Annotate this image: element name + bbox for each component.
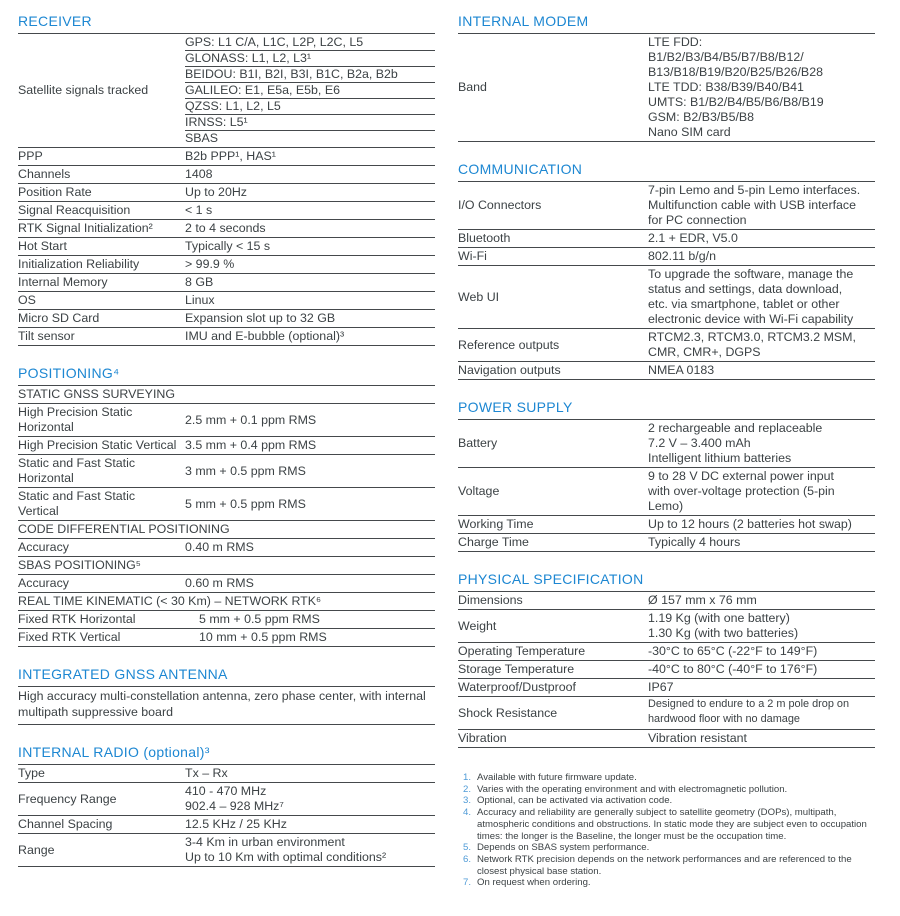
spec-label [18,148,185,165]
spec-value-line: -40°C to 80°C (-40°F to 176°F) [648,662,818,676]
spec-value [185,238,435,255]
spec-value [185,220,435,237]
spec-row [18,310,435,328]
spec-label-text: Navigation outputs [458,363,561,377]
spec-value-line: electronic device with Wi-Fi capability [648,312,854,326]
spec-label-text: Internal Memory [18,275,108,289]
spec-label-text: Charge Time [458,535,529,549]
spec-label [18,292,185,309]
spec-value-line: hardwood floor with no damage [648,713,800,725]
spec-value [185,166,435,183]
spec-value [648,679,875,696]
spec-value-line: 10 mm + 0.5 ppm RMS [199,630,327,644]
spec-label-text: Voltage [458,484,500,498]
spec-table [458,420,875,552]
spec-label-text: Reference outputs [458,337,560,352]
spec-row [458,679,875,697]
spec-subheader: REAL TIME KINEMATIC (< 30 Km) – NETWORK RTK⁶ [18,593,435,611]
spec-label [458,266,648,328]
spec-value-line: Ø 157 mm x 76 mm [648,593,757,607]
spec-row [18,611,435,629]
spec-row [18,539,435,557]
spec-value [185,148,435,165]
spec-value-line: 3-4 Km in urban environment [185,835,345,849]
spec-value-line: IRNSS: L5¹ [185,115,435,131]
spec-value-line: etc. via smartphone, tablet or other [648,297,840,311]
spec-label-text: RTK Signal Initialization² [18,221,153,235]
spec-value [648,420,875,467]
spec-value-line: 12.5 KHz / 25 KHz [185,817,287,831]
spec-label [458,248,648,265]
spec-label-text: Waterproof/Dustproof [458,680,576,694]
spec-label [18,629,185,646]
spec-value-line: 2 to 4 seconds [185,221,266,235]
spec-label-text: Wi-Fi [458,249,487,263]
spec-row [18,765,435,783]
spec-value-line: NMEA 0183 [648,363,715,377]
spec-label [458,610,648,642]
spec-value [185,34,435,147]
spec-row [18,220,435,238]
spec-label [458,230,648,247]
footnote-text: Accuracy and reliability are generally subject to satellite geometry (DOPs), multipath, atmospheric conditions and obstructions. In static mode they are subject even to occupation times: the longer is the Baseline, the longer must be the occupation time. [477,807,867,842]
spec-row [458,516,875,534]
footnote-text: Optional, can be activated via activation code. [477,795,673,807]
spec-label-text: Signal Reacquisition [18,203,131,217]
spec-value-line: 3 mm + 0.5 ppm RMS [185,463,306,478]
spec-label-text: Fixed RTK Horizontal [18,612,136,626]
spec-value [185,292,435,309]
spec-value-line: LTE TDD: B38/B39/B40/B41 [648,80,804,94]
spec-row [458,266,875,329]
spec-subheader: STATIC GNSS SURVEYING [18,386,435,404]
spec-table [458,34,875,142]
spec-label-text: Initialization Reliability [18,257,140,271]
section-title: INTEGRATED GNSS ANTENNA [18,666,435,687]
spec-value-line: B13/B18/B19/B20/B25/B26/B28 [648,65,823,79]
spec-label-text: Range [18,842,55,857]
spec-value [648,534,875,551]
spec-value [185,202,435,219]
spec-row [18,437,435,455]
spec-value-line: 2.1 + EDR, V5.0 [648,231,738,245]
footnote-number: 2. [463,783,472,795]
spec-row [18,783,435,816]
spec-label [18,274,185,291]
section [18,744,435,867]
section [18,365,435,647]
spec-label-text: Position Rate [18,185,92,199]
spec-value-line: 0.40 m RMS [185,540,254,554]
spec-row [18,292,435,310]
spec-subheader: CODE DIFFERENTIAL POSITIONING [18,521,435,539]
spec-label [458,592,648,609]
spec-value-line: IMU and E-bubble (optional)³ [185,329,345,343]
spec-value-line: CMR, CMR+, DGPS [648,345,761,359]
spec-label [18,765,185,782]
spec-value-line: SBAS [185,131,219,145]
spec-row [18,455,435,488]
spec-value-line: Up to 12 hours (2 batteries hot swap) [648,517,852,531]
spec-value-line: Lemo) [648,499,684,513]
spec-label-text: Storage Temperature [458,662,575,676]
footnote-text: Depends on SBAS system performance. [477,842,650,854]
spec-value [648,610,875,642]
spec-row [18,184,435,202]
footnote-item [463,807,875,842]
footnote-number: 4. [463,807,472,819]
spec-row [18,834,435,867]
spec-value-line: Up to 10 Km with optimal conditions² [185,850,387,864]
spec-value-line: GLONASS: L1, L2, L3¹ [185,51,435,67]
spec-label-text: High Precision Static Vertical [18,438,177,452]
spec-value [185,455,435,487]
spec-value [185,184,435,201]
spec-value-line: 2.5 mm + 0.1 ppm RMS [185,412,317,427]
footnote-list [458,772,875,889]
spec-value-line: Linux [185,293,215,307]
spec-row [18,274,435,292]
spec-label [18,539,185,556]
section-title: INTERNAL MODEM [458,13,875,34]
spec-value [648,362,875,379]
spec-value [185,834,435,866]
spec-value [185,310,435,327]
spec-label [18,404,185,436]
spec-value-line: < 1 s [185,203,213,217]
spec-label [458,420,648,467]
spec-label-text: Dimensions [458,593,523,607]
spec-value-line: UMTS: B1/B2/B4/B5/B6/B8/B19 [648,95,824,109]
spec-row [458,362,875,380]
spec-row [18,34,435,148]
spec-label-text: Bluetooth [458,231,511,245]
spec-label-text: Tilt sensor [18,329,75,343]
spec-label-text: Accuracy [18,540,69,554]
footnote-text: On request when ordering. [477,877,591,889]
section [458,13,875,142]
spec-label [18,166,185,183]
footnote-text: Varies with the operating environment and with electromagnetic pollution. [477,783,788,795]
spec-column-2 [458,13,875,916]
spec-value-line: Up to 20Hz [185,185,247,199]
spec-row [18,238,435,256]
spec-value-line: 1408 [185,167,213,181]
spec-value-line: Expansion slot up to 32 GB [185,311,336,325]
spec-label-text: Micro SD Card [18,311,100,325]
spec-value-line: Designed to endure to a 2 m pole drop on [648,698,850,710]
spec-label [458,679,648,696]
spec-label [18,575,185,592]
spec-value [648,266,875,328]
spec-row [18,629,435,647]
spec-value [185,404,435,436]
spec-row [458,643,875,661]
spec-value-line: status and settings, data download, [648,282,843,296]
spec-row [458,230,875,248]
spec-row [458,182,875,230]
footnote-number: 6. [463,853,472,865]
section-title: POWER SUPPLY [458,399,875,420]
spec-value [648,516,875,533]
spec-label-text: Satellite signals tracked [18,83,149,97]
spec-row [18,202,435,220]
spec-label [18,816,185,833]
section-title: INTERNAL RADIO (optional)³ [18,744,435,765]
spec-value-line: B1/B2/B3/B4/B5/B7/B8/B12/ [648,50,804,64]
spec-value [648,661,875,678]
footnote-item [463,854,875,877]
spec-value-line: 9 to 28 V DC external power input [648,469,834,483]
spec-value-line: 1.19 Kg (with one battery) [648,611,790,625]
spec-value [185,328,435,345]
spec-label [458,329,648,361]
spec-label-text: Channel Spacing [18,817,113,831]
spec-value-line: BEIDOU: B1I, B2I, B3I, B1C, B2a, B2b [185,67,435,83]
spec-row [18,148,435,166]
spec-label [18,488,185,520]
antenna-description: High accuracy multi-constellation antenna, zero phase center, with internal multipath suppressive board [18,687,435,725]
spec-label [18,437,185,454]
spec-value-line: 8 GB [185,275,214,289]
footnote-number: 5. [463,842,472,854]
spec-label [458,362,648,379]
spec-value-line: B2b PPP¹, HAS¹ [185,149,276,163]
spec-value-line: 3.5 mm + 0.4 ppm RMS [185,438,317,452]
spec-value-line: GSM: B2/B3/B5/B8 [648,110,755,124]
spec-label-text: OS [18,293,36,307]
spec-table [18,765,435,867]
footnote-item [463,772,875,784]
spec-label-text: I/O Connectors [458,198,542,212]
spec-value [185,816,435,833]
spec-label [18,310,185,327]
spec-value-line: 0.60 m RMS [185,576,254,590]
spec-label-text: Static and Fast Static Horizontal [18,456,136,485]
spec-row [18,488,435,521]
spec-label [18,184,185,201]
spec-label [458,661,648,678]
spec-value-line: 902.4 – 928 MHz⁷ [185,799,284,813]
spec-label [18,455,185,487]
spec-row [18,256,435,274]
spec-label-text: Weight [458,618,497,633]
spec-value [648,182,875,229]
spec-value-line: 1.30 Kg (with two batteries) [648,626,799,640]
spec-value-line: with over-voltage protection (5-pin [648,484,835,498]
spec-value-line: Tx – Rx [185,766,228,780]
section [458,161,875,380]
footnote-number: 1. [463,772,472,783]
spec-label-text: PPP [18,149,43,163]
spec-value [648,592,875,609]
spec-label-text: Type [18,766,45,780]
footnote-number: 3. [463,795,472,807]
spec-label [458,534,648,551]
spec-row [18,404,435,437]
spec-label [18,611,185,628]
spec-label [458,643,648,660]
spec-row [458,34,875,142]
spec-row [458,661,875,679]
spec-label [18,783,185,815]
spec-value [185,611,435,628]
spec-row [458,468,875,516]
spec-label-text: Channels [18,167,71,181]
spec-value-line: LTE FDD: [648,35,703,49]
spec-value [185,539,435,556]
spec-value-line: 7-pin Lemo and 5-pin Lemo interfaces. [648,183,861,197]
spec-value-line: for PC connection [648,213,747,227]
section [458,571,875,748]
spec-value-line: Vibration resistant [648,731,747,745]
spec-label-text: Web UI [458,289,500,304]
spec-label-text: Battery [458,436,498,450]
spec-label [458,730,648,747]
spec-label [458,516,648,533]
spec-label-text: Working Time [458,517,534,531]
spec-value [648,34,875,141]
section-title: COMMUNICATION [458,161,875,182]
footnote-item [463,784,875,796]
spec-value [648,643,875,660]
spec-label [458,468,648,515]
spec-value-line: -30°C to 65°C (-22°F to 149°F) [648,644,818,658]
footnote-item [463,877,875,889]
spec-value-line: 410 - 470 MHz [185,784,267,798]
spec-value [185,783,435,815]
spec-label-text: Fixed RTK Vertical [18,630,121,644]
spec-table [458,182,875,380]
spec-value [648,230,875,247]
spec-row [18,328,435,346]
spec-label-text: Band [458,80,487,94]
spec-row [458,592,875,610]
footnote-text: Network RTK precision depends on the network performances and are referenced to the closest physical base station. [477,853,852,877]
spec-label-text: High Precision Static Horizontal [18,405,133,434]
spec-value-line: Typically 4 hours [648,535,741,549]
spec-value [185,437,435,454]
footnotes-section [458,772,875,889]
spec-row [458,420,875,468]
spec-row [458,697,875,730]
spec-label [18,256,185,273]
spec-row [458,610,875,643]
spec-row [458,248,875,266]
spec-row [18,166,435,184]
spec-value [185,274,435,291]
spec-value-line: GALILEO: E1, E5a, E5b, E6 [185,83,435,99]
section-title: PHYSICAL SPECIFICATION [458,571,875,592]
spec-value-line: QZSS: L1, L2, L5 [185,99,435,115]
spec-subheader: SBAS POSITIONING⁵ [18,557,435,575]
spec-value-line: Multifunction cable with USB interface [648,198,856,212]
spec-label [18,328,185,345]
spec-label [458,182,648,229]
spec-value-line: > 99.9 % [185,257,235,271]
spec-row [18,816,435,834]
spec-value [648,730,875,747]
spec-value [185,629,435,646]
spec-value-line: IP67 [648,680,674,694]
footnote-item [463,842,875,854]
spec-table [18,34,435,346]
spec-label [18,34,185,147]
section [18,13,435,346]
spec-label [18,202,185,219]
spec-value [185,765,435,782]
spec-label-text: Operating Temperature [458,644,586,658]
spec-value-line: 5 mm + 0.5 ppm RMS [185,496,306,511]
spec-label-text: Accuracy [18,576,69,590]
spec-value [185,488,435,520]
footnote-item [463,795,875,807]
spec-value-line: 7.2 V – 3.400 mAh [648,436,751,450]
section-title: RECEIVER [18,13,435,34]
spec-value [185,575,435,592]
spec-label [458,697,648,729]
spec-label [18,834,185,866]
spec-label [458,34,648,141]
spec-row [458,534,875,552]
spec-row [18,575,435,593]
spec-value-line: To upgrade the software, manage the [648,267,854,281]
spec-row [458,730,875,748]
spec-label-text: Shock Resistance [458,705,558,720]
spec-value [648,697,875,729]
spec-value-line: GPS: L1 C/A, L1C, L2P, L2C, L5 [185,35,435,51]
spec-value [648,468,875,515]
spec-value-line: 2 rechargeable and replaceable [648,421,823,435]
spec-value-line: Nano SIM card [648,125,731,139]
spec-label [18,220,185,237]
spec-label-text: Static and Fast Static Vertical [18,489,136,518]
spec-label [18,238,185,255]
spec-value-line: 802.11 b/g/n [648,249,716,263]
spec-value [648,329,875,361]
section [458,399,875,552]
spec-value [185,256,435,273]
spec-table [458,592,875,748]
spec-table [18,386,435,647]
section [18,666,435,725]
spec-label-text: Vibration [458,731,507,745]
footnote-text: Available with future firmware update. [477,772,637,783]
spec-value-line: Typically < 15 s [185,239,271,253]
spec-label-text: Frequency Range [18,791,117,806]
spec-value-line: 5 mm + 0.5 ppm RMS [199,612,320,626]
spec-label-text: Hot Start [18,239,67,253]
spec-row [458,329,875,362]
spec-column-1 [18,13,435,916]
spec-value-line: Intelligent lithium batteries [648,451,792,465]
footnote-number: 7. [463,877,472,889]
spec-value-line: RTCM2.3, RTCM3.0, RTCM3.2 MSM, [648,330,856,344]
spec-value [648,248,875,265]
section-title: POSITIONING⁴ [18,365,435,386]
